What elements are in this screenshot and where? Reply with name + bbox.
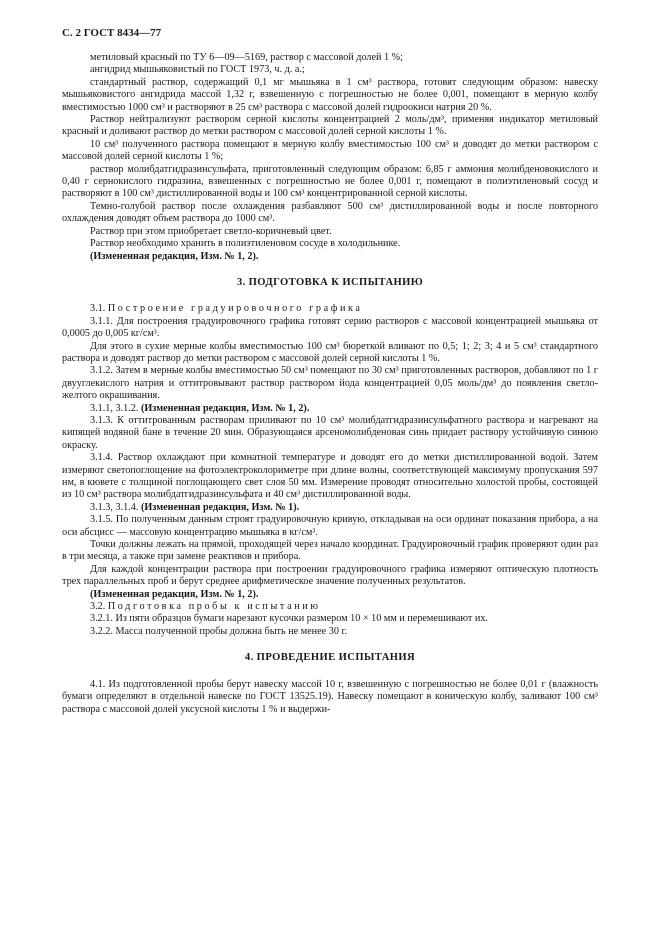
- paragraph: 3.1.5. По полученным данным строят градуировочную кривую, откладывая на оси ординат показания прибора, а на оси абсцисс — массовую концентрацию мышьяка в кг/см³.: [62, 514, 598, 538]
- paragraph: раствор молибдатгидразинсульфата, приготовленный следующим образом: 6,85 г аммония молибденовокислого и 0,40 г сернокислого гидразина, взвешенных с погрешностью не более 0,001 г, помещают в полиэтиленовый сосуд и растворяют в 100 см³ дистиллированной воды и 100 см³ концентрированной серной кислоты.: [62, 163, 598, 200]
- clause-ref: 3.1.1, 3.1.2.: [90, 402, 139, 414]
- paragraph: 3.1.4. Раствор охлаждают при комнатной температуре и доводят его до метки дистиллированной водой. Затем измеряют светопоглощение на фотоэлектроколориметре при длине волны, соответствующей максимуму пропускания 597 нм, в кювете с толщиной поглощающего свет слоя 50 мм. Измерение проводят относительно холостой пробы, состоящей из 10 см³ раствора молибдатгидразинсульфата и 40 см³ дистиллированной воды.: [62, 452, 598, 501]
- paragraph: метиловый красный по ТУ 6—09—5169, раствор с массовой долей 1 %;: [90, 52, 403, 63]
- document-body: [62, 52, 598, 716]
- subsection-heading: [62, 303, 598, 315]
- paragraph: стандартный раствор, содержащий 0,1 мг мышьяка в 1 см³ раствора, готовят следующим образом: навеску мышьяковистого ангидрида массой 1,32 г, взвешенную с погрешностью не более 0,001, помещают в мерную колбу вместимостью 1000 см³ и растворяют в 25 см³ раствора с массовой долей гидроокиси натрия 20 %.: [62, 76, 598, 113]
- edition-note: (Измененная редакция, Изм. № 1).: [140, 501, 300, 513]
- paragraph: Раствор необходимо хранить в полиэтиленовом сосуде в холодильнике.: [90, 238, 401, 250]
- page-header: С. 2 ГОСТ 8434—77: [62, 27, 162, 39]
- subsection-number: 3.1.: [90, 303, 106, 315]
- section-title: 3. ПОДГОТОВКА К ИСПЫТАНИЮ: [236, 276, 424, 288]
- edition-note-line: [62, 502, 598, 514]
- clause-ref: 3.1.3, 3.1.4.: [90, 501, 139, 513]
- paragraph: 4.1. Из подготовленной пробы берут навеску массой 10 г, взвешенную с погрешностью не более 0,01 г (влажность бумаги определяют в отдельной навеске по ГОСТ 13525.19). Навеску помещают в коническую колбу, заливают 100 см³ раствора с массовой долей уксусной кислоты 1 % и выдержи-: [62, 678, 598, 715]
- edition-note: (Измененная редакция, Изм. № 1, 2).: [90, 588, 259, 600]
- paragraph: 3.1.2. Затем в мерные колбы вместимостью 50 см³ помещают по 30 см³ приготовленных растворов, добавляют по 1 г двууглекислого натрия и оттитровывают раствор раствором йода концентрацией 0,05 моль/дм³ до появления светло-желтого окрашивания.: [62, 365, 598, 402]
- edition-note: (Измененная редакция, Изм. № 1, 2).: [140, 402, 310, 414]
- section-title: 4. ПРОВЕДЕНИЕ ИСПЫТАНИЯ: [244, 652, 416, 664]
- edition-note-line: [62, 403, 598, 415]
- subsection-number: 3.2.: [90, 601, 106, 613]
- subsection-title: Подготовка пробы к испытанию: [107, 601, 321, 613]
- paragraph: 3.2.2. Масса полученной пробы должна быть не менее 30 г.: [90, 625, 348, 637]
- paragraph: Раствор нейтрализуют раствором серной кислоты концентрацией 2 моль/дм³, применяя индикатор метиловый красный и доливают раствор до метки раствором с массовой долей серной кислоты 1 %.: [62, 114, 598, 138]
- paragraph: Раствор при этом приобретает светло-коричневый цвет.: [90, 225, 332, 237]
- paragraph: Для этого в сухие мерные колбы вместимостью 100 см³ бюреткой вливают по 0,5; 1; 2; 3; 4 и 5 см³ стандартного раствора и доводят раствор до метки раствором с массовой долей серной кислоты 1 %.: [62, 340, 598, 364]
- paragraph: Точки должны лежать на прямой, проходящей через начало координат. Градуировочный график проверяют один раз в три месяца, а также при замене реактивов и прибора.: [62, 539, 598, 563]
- subsection-title: Построение градуировочного графика: [107, 303, 363, 315]
- paragraph: 3.2.1. Из пяти образцов бумаги нарезают кусочки размером 10 × 10 мм и перемешивают их.: [90, 613, 488, 625]
- paragraph: Для каждой концентрации раствора при построении градуировочного графика измеряют оптическую плотность трех параллельных проб и берут среднее арифметическое значение полученных результатов.: [62, 563, 598, 588]
- paragraph: 3.1.3. К оттитрованным растворам приливают по 10 см³ молибдатгидразинсульфатного раствора и нагревают на кипящей водяной бане в течение 20 мин. Образующаяся арсеномолибденовая синь придает раствору устойчивую синюю окраску.: [62, 414, 598, 451]
- paragraph: 3.1.1. Для построения градуировочного графика готовят серию растворов с массовой концентрацией мышьяка от 0,0005 до 0,005 кг/см³.: [62, 315, 598, 340]
- paragraph: 10 см³ полученного раствора помещают в мерную колбу вместимостью 100 см³ и доводят до метки раствором с массовой долей серной кислоты 1 %;: [62, 138, 598, 163]
- edition-note: (Измененная редакция, Изм. № 1, 2).: [90, 250, 259, 262]
- subsection-heading: [62, 601, 598, 613]
- paragraph: ангидрид мышьяковистый по ГОСТ 1973, ч. д. а.;: [90, 64, 305, 76]
- paragraph: Темно-голубой раствор после охлаждения разбавляют 500 см³ дистиллированной воды и после повторного охлаждения доводят объем раствора до 1000 см³.: [62, 200, 598, 225]
